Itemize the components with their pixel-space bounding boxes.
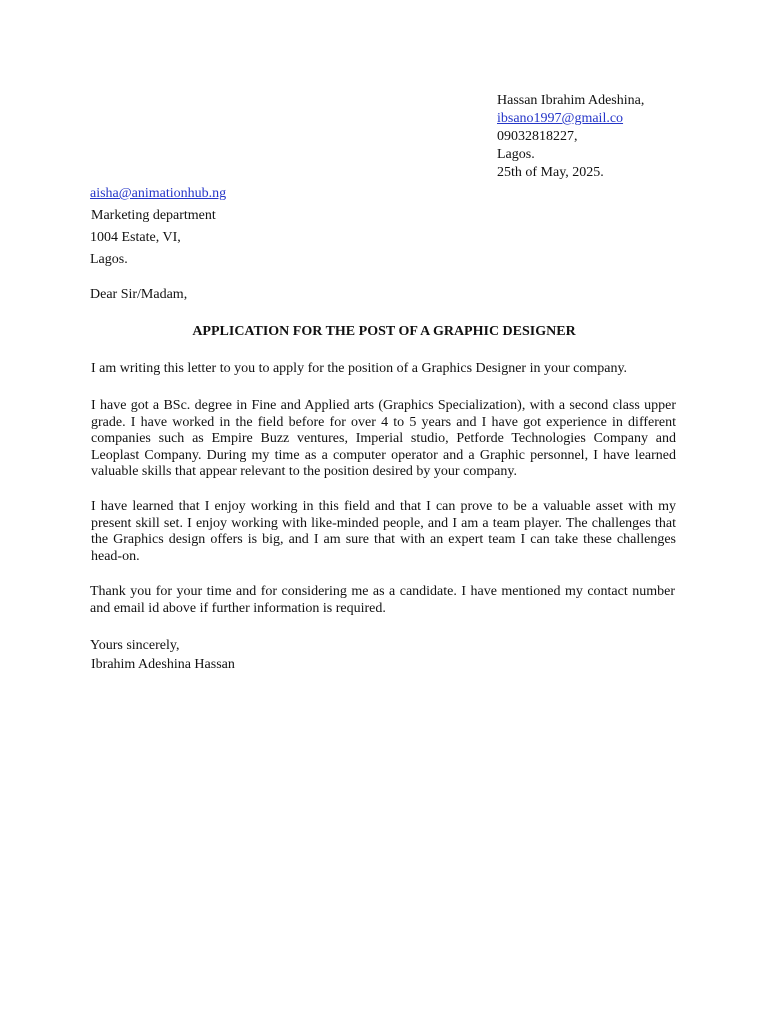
letter-subject: APPLICATION FOR THE POST OF A GRAPHIC DESIGNER — [192, 324, 576, 339]
body-paragraph-thanks: Thank you for your time and for considering me as a candidate. I have mentioned my contact number and email id above if further information is required. — [90, 584, 675, 616]
sender-address-block — [497, 92, 737, 182]
sender-email-link[interactable]: ibsano1997@gmail.co — [497, 111, 624, 126]
body-paragraph-motivation: I have learned that I enjoy working in this field and that I can prove to be a valuable asset with my present skill set. I enjoy working with like-minded people, and I am a team player. The challenges that the Graphics design offers is big, and I am sure that with an expert team I can take these challenges head-on. — [91, 499, 676, 564]
closing-block — [90, 636, 235, 674]
sender-phone: 09032818227, — [497, 129, 578, 144]
letter-date: 25th of May, 2025. — [497, 165, 604, 180]
recipient-city: Lagos. — [90, 252, 128, 267]
recipient-address: 1004 Estate, VI, — [90, 230, 181, 245]
recipient-department: Marketing department — [91, 208, 216, 223]
recipient-address-block — [90, 183, 490, 271]
recipient-email-link[interactable]: aisha@animationhub.ng — [90, 186, 227, 201]
sender-city: Lagos. — [497, 147, 535, 162]
salutation: Dear Sir/Madam, — [90, 287, 188, 302]
body-paragraph-intro: I am writing this letter to you to apply for the position of a Graphics Designer in your company. — [91, 361, 628, 376]
body-paragraph-experience: I have got a BSc. degree in Fine and Applied arts (Graphics Specialization), with a second class upper grade. I have worked in the field before for over 4 to 5 years and I have got experience in different companies such as Empire Buzz ventures, Imperial studio, Petforde Technologies Company and Leoplast Company. During my time as a computer operator and a Graphic personnel, I have learned valuable skills that appear relevant to the position desired by your company. — [91, 398, 676, 479]
signature-name: Ibrahim Adeshina Hassan — [91, 657, 235, 672]
sender-name: Hassan Ibrahim Adeshina, — [497, 93, 645, 108]
valediction: Yours sincerely, — [90, 638, 180, 653]
